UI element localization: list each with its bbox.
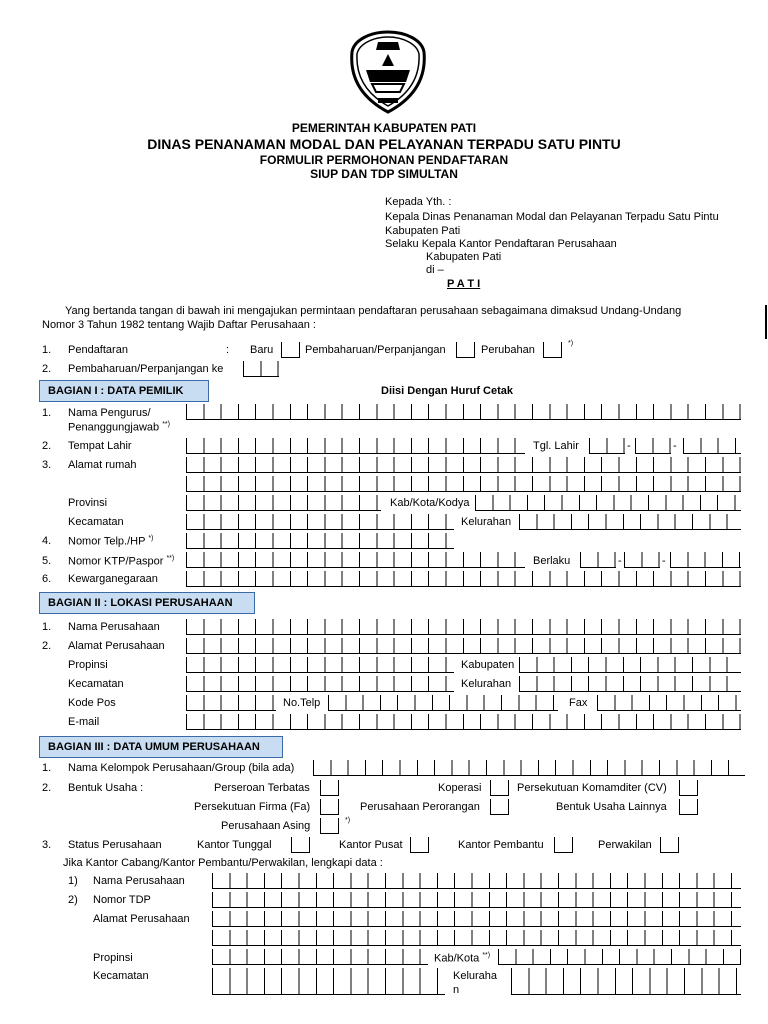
reg-perubahan-label: Perubahan <box>481 344 535 356</box>
branch-num-1: 1) <box>68 875 78 887</box>
s3-num-3: 3. <box>42 839 52 851</box>
birth-day-field[interactable] <box>589 438 625 454</box>
s1-num-6: 6. <box>42 573 52 585</box>
company-province-field[interactable] <box>186 657 454 673</box>
district-label: Kecamatan <box>68 516 124 528</box>
fa-checkbox[interactable] <box>320 799 339 815</box>
phone-field[interactable] <box>186 533 454 549</box>
header-line-1: PEMERINTAH KABUPATEN PATI <box>291 121 477 135</box>
regency-label: Kab/Kota/Kodya <box>390 497 470 509</box>
phone-label <box>68 535 153 548</box>
company-regency-field[interactable] <box>519 657 741 673</box>
birth-dash-1: - <box>627 440 631 452</box>
province-field[interactable] <box>186 495 381 511</box>
branch-province-field[interactable] <box>212 949 428 965</box>
fax-label: Fax <box>569 697 588 709</box>
phone-label-text: Nomor Telp./HP <box>68 535 146 548</box>
perorangan-label: Perusahaan Perorangan <box>360 801 480 813</box>
section-3-header: BAGIAN III : DATA UMUM PERUSAHAAN <box>39 736 283 758</box>
branch-address-field-2[interactable] <box>212 930 741 946</box>
address-line-6: di – <box>426 264 444 276</box>
branch-name-field[interactable] <box>212 873 741 889</box>
s1-num-3: 3. <box>42 459 52 471</box>
branch-name-label: Nama Perusahaan <box>93 875 185 887</box>
asing-label: Perusahaan Asing <box>221 820 311 832</box>
company-phone-field[interactable] <box>328 695 558 711</box>
branch-tdp-label: Nomor TDP <box>93 894 151 906</box>
asing-checkbox[interactable] <box>320 818 339 834</box>
address-line-5: Kabupaten Pati <box>426 251 502 263</box>
group-name-field[interactable] <box>313 760 745 776</box>
tunggal-checkbox[interactable] <box>291 837 310 853</box>
perwakilan-checkbox[interactable] <box>660 837 679 853</box>
s1-num-5: 5. <box>42 555 52 567</box>
email-label: E-mail <box>68 716 100 728</box>
intro-line-2: Nomor 3 Tahun 1982 tentang Wajib Daftar Perusahaan : <box>42 319 316 331</box>
reg-num-2: 2. <box>42 363 52 375</box>
header-line-3: FORMULIR PERMOHONAN PENDAFTARAN <box>259 153 509 167</box>
branch-address-field-1[interactable] <box>212 911 741 927</box>
header-line-4: SIUP DAN TDP SIMULTAN <box>310 167 458 181</box>
manager-name-field[interactable] <box>186 404 741 420</box>
home-address-field-2[interactable] <box>186 476 741 492</box>
reg-footnote: *) <box>568 340 574 347</box>
company-province-label: Propinsi <box>68 659 108 671</box>
id-number-footnote: **) <box>166 555 175 562</box>
asing-footnote: *) <box>345 817 351 824</box>
valid-dash-2: - <box>662 555 666 567</box>
valid-month-field[interactable] <box>624 552 660 568</box>
company-name-label: Nama Perusahaan <box>68 621 160 633</box>
pt-label: Perseroan Terbatas <box>214 782 310 794</box>
fa-label: Persekutuan Firma (Fa) <box>194 801 311 813</box>
id-number-label <box>68 555 174 568</box>
nationality-label: Kewarganegaraan <box>68 573 158 585</box>
reg-baru-checkbox[interactable] <box>281 342 300 358</box>
business-form-label: Bentuk Usaha : <box>68 782 144 794</box>
reg-num-1: 1. <box>42 344 52 356</box>
valid-dash-1: - <box>618 555 622 567</box>
group-name-label: Nama Kelompok Perusahaan/Group (bila ada) <box>68 762 295 774</box>
company-district-label: Kecamatan <box>68 678 124 690</box>
company-village-field[interactable] <box>519 676 741 692</box>
branch-district-field[interactable] <box>212 968 445 995</box>
intro-line-1: Yang bertanda tangan di bawah ini mengajukan permintaan pendaftaran perusahaan sebagaimana dimaksud Undang-Undang <box>65 305 682 317</box>
branch-address-label: Alamat Perusahaan <box>93 913 190 925</box>
address-city: P A T I <box>447 278 481 290</box>
company-district-field[interactable] <box>186 676 454 692</box>
s2-num-1: 1. <box>42 621 52 633</box>
company-regency-label: Kabupaten <box>461 659 515 671</box>
perwakilan-label: Perwakilan <box>598 839 652 851</box>
village-label: Kelurahan <box>461 516 512 528</box>
company-name-field[interactable] <box>186 619 741 635</box>
branch-tdp-field[interactable] <box>212 892 741 908</box>
address-line-2: Kepala Dinas Penanaman Modal dan Pelayanan Terpadu Satu Pintu <box>385 211 719 223</box>
s1-num-4: 4. <box>42 535 52 547</box>
reg-pembaharuan-label: Pembaharuan/Perpanjangan <box>305 344 446 356</box>
birthplace-field[interactable] <box>186 438 525 454</box>
header-line-2: DINAS PENANAMAN MODAL DAN PELAYANAN TERPADU SATU PINTU <box>147 136 621 152</box>
manager-footnote: **) <box>162 421 170 428</box>
province-label: Provinsi <box>68 497 108 509</box>
address-line-4: Selaku Kepala Kantor Pendaftaran Perusahaan <box>385 238 617 250</box>
home-address-label: Alamat rumah <box>68 459 137 471</box>
koperasi-label: Koperasi <box>438 782 482 794</box>
branch-village-label-1: Keluraha <box>453 970 498 982</box>
valid-year-field[interactable] <box>670 552 741 568</box>
regency-field[interactable] <box>475 495 741 511</box>
id-number-field[interactable] <box>186 552 525 568</box>
pembantu-label: Kantor Pembantu <box>458 839 544 851</box>
birthplace-label: Tempat Lahir <box>68 440 132 452</box>
lainnya-label: Bentuk Usaha Lainnya <box>556 801 667 813</box>
branch-district-label: Kecamatan <box>93 970 149 982</box>
reg-pembaharuan-checkbox[interactable] <box>456 342 475 358</box>
address-line-1: Kepada Yth. : <box>385 196 452 208</box>
s3-num-2: 2. <box>42 782 52 794</box>
section-1-header: BAGIAN I : DATA PEMILIK <box>39 380 209 402</box>
branch-regency-label-text: Kab/Kota <box>434 952 480 965</box>
branch-regency-field[interactable] <box>498 949 741 965</box>
birth-year-field[interactable] <box>683 438 741 454</box>
phone-footnote: *) <box>148 535 154 542</box>
manager-label-2 <box>68 421 170 434</box>
pembantu-checkbox[interactable] <box>554 837 573 853</box>
pt-checkbox[interactable] <box>320 780 339 796</box>
branch-regency-label <box>434 952 490 965</box>
valid-day-field[interactable] <box>580 552 616 568</box>
cv-label: Persekutuan Komamditer (CV) <box>517 782 667 794</box>
manager-label-1: Nama Pengurus/ <box>68 407 151 419</box>
reg-perubahan-checkbox[interactable] <box>543 342 562 358</box>
koperasi-checkbox[interactable] <box>490 780 509 796</box>
birth-dash-2: - <box>673 440 677 452</box>
postal-code-label: Kode Pos <box>68 697 116 709</box>
perorangan-checkbox[interactable] <box>490 799 509 815</box>
reg-baru-label: Baru <box>250 344 274 356</box>
fax-field[interactable] <box>597 695 741 711</box>
page-edge-mark <box>765 305 767 339</box>
renewal-count-field[interactable] <box>243 361 279 377</box>
branch-instruction: Jika Kantor Cabang/Kantor Pembantu/Perwakilan, lengkapi data : <box>63 857 383 869</box>
tunggal-label: Kantor Tunggal <box>197 839 272 851</box>
lainnya-checkbox[interactable] <box>679 799 698 815</box>
company-address-label: Alamat Perusahaan <box>68 640 165 652</box>
section-2-header: BAGIAN II : LOKASI PERUSAHAAN <box>39 592 255 614</box>
company-status-label: Status Perusahaan <box>68 839 162 851</box>
id-number-label-text: Nomor KTP/Paspor <box>68 555 164 568</box>
birthdate-label: Tgl. Lahir <box>533 440 579 452</box>
email-field[interactable] <box>186 714 741 730</box>
branch-village-field[interactable] <box>511 968 741 995</box>
village-field[interactable] <box>519 514 741 530</box>
company-address-field[interactable] <box>186 638 741 654</box>
reg-label: Pendaftaran <box>68 344 128 356</box>
valid-until-label: Berlaku <box>533 555 571 567</box>
branch-province-label: Propinsi <box>93 952 133 964</box>
branch-village-label-2: n <box>453 984 460 996</box>
s1-num-1: 1. <box>42 407 52 419</box>
manager-label-2-text: Penanggungjawab <box>68 421 160 434</box>
s1-num-2: 2. <box>42 440 52 452</box>
home-address-field-1[interactable] <box>186 457 741 473</box>
pusat-label: Kantor Pusat <box>339 839 403 851</box>
branch-num-2: 2) <box>68 894 78 906</box>
address-line-3: Kabupaten Pati <box>385 225 461 237</box>
reg-renewal-label: Pembaharuan/Perpanjangan ke <box>68 363 224 375</box>
district-field[interactable] <box>186 514 454 530</box>
branch-regency-footnote: **) <box>482 952 491 959</box>
reg-colon: : <box>226 344 230 356</box>
birth-month-field[interactable] <box>635 438 671 454</box>
postal-code-field[interactable] <box>186 695 276 711</box>
company-village-label: Kelurahan <box>461 678 512 690</box>
company-phone-label: No.Telp <box>283 697 321 709</box>
pusat-checkbox[interactable] <box>410 837 429 853</box>
regency-emblem-logo <box>348 30 428 114</box>
nationality-field[interactable] <box>186 571 741 587</box>
cv-checkbox[interactable] <box>679 780 698 796</box>
print-note: Diisi Dengan Huruf Cetak <box>381 385 514 397</box>
s3-num-1: 1. <box>42 762 52 774</box>
s2-num-2: 2. <box>42 640 52 652</box>
